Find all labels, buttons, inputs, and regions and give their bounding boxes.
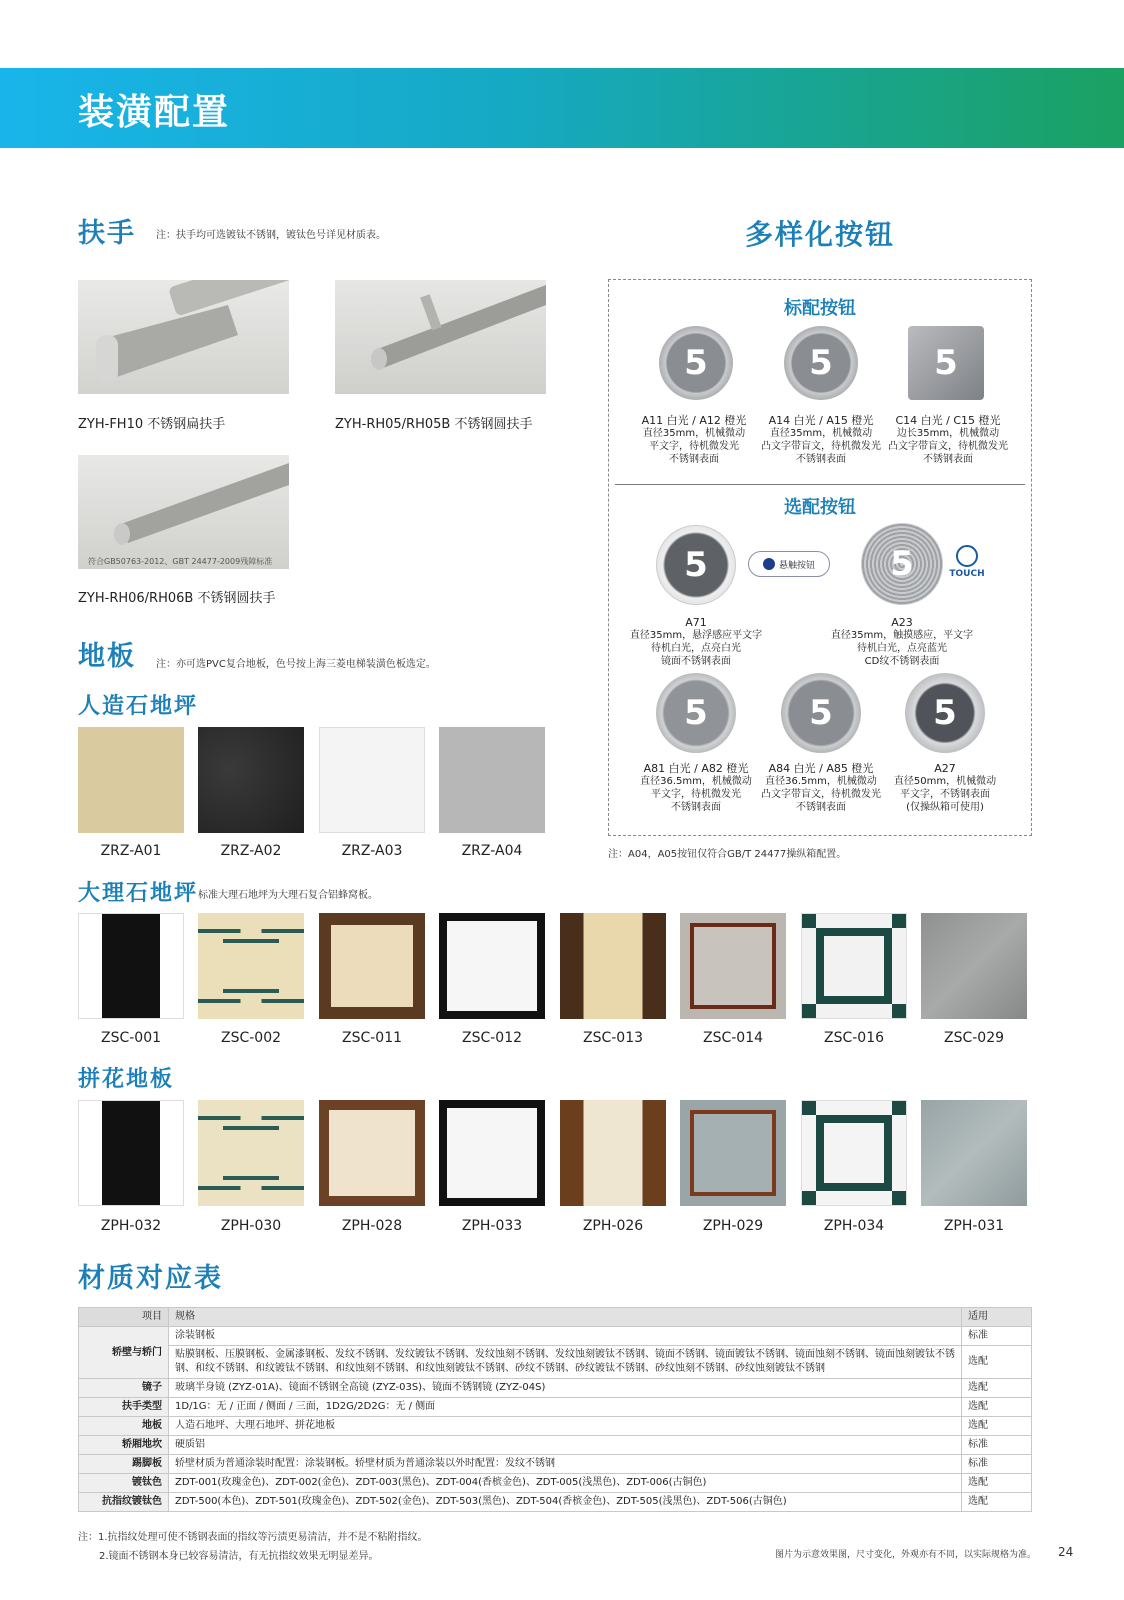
inlay-tile-zph-033 [439, 1100, 545, 1206]
marble-tile-zsc-014 [680, 913, 786, 1019]
marble-tile-zsc-012 [439, 913, 545, 1019]
row-apply: 选配 [962, 1398, 1032, 1417]
button-a23: 5 [861, 523, 943, 605]
floor-tile-zrz-a01 [78, 727, 184, 833]
page-number: 24 [1058, 1545, 1074, 1559]
handrail-label-fh10: ZYH-FH10 不锈钢扁扶手 [78, 417, 226, 432]
column-header: 项目 [79, 1308, 169, 1327]
inlay-tile-zph-032 [78, 1100, 184, 1206]
tile-code: ZPH-030 [220, 1218, 282, 1234]
handrail-label-rh06: ZYH-RH06/RH06B 不锈钢圆扶手 [78, 591, 276, 606]
marble-tile-zsc-001 [78, 913, 184, 1019]
material-table [78, 1307, 1032, 1512]
table-row [79, 1455, 1032, 1474]
button-a11: 5 [659, 326, 733, 400]
row-apply: 选配 [962, 1346, 1032, 1379]
button-a81: 5 [656, 673, 736, 753]
row-spec: 硬质铝 [169, 1436, 962, 1455]
buttons-note: 注：A04，A05按钮仅符合GB/T 24477操纵箱配置。 [608, 849, 847, 860]
button-caption: C14 白光 / C15 橙光 边长35mm，机械微动 凸文字带盲文，待机微发光 不锈钢表面 [888, 414, 1008, 465]
handrail-image-rh06 [78, 455, 289, 569]
row-item: 镜子 [79, 1379, 169, 1398]
floor-tile-zrz-a03 [319, 727, 425, 833]
floor-tile-zrz-a04 [439, 727, 545, 833]
button-caption: A81 白光 / A82 橙光 直径36.5mm，机械微动 平文字，待机微发光 不锈钢表面 [640, 762, 752, 813]
round-handrail-picture [335, 280, 546, 394]
row-item: 轿壁与轿门 [79, 1327, 169, 1379]
inlay-tile-zph-028 [319, 1100, 425, 1206]
marble-tile-zsc-011 [319, 913, 425, 1019]
marble-tile-zsc-002 [198, 913, 304, 1019]
floor-note: 注：亦可选PVC复合地板，色号按上海三菱电梯装潢色板选定。 [156, 659, 436, 670]
inlay-tile-zph-034 [801, 1100, 907, 1206]
footer-note-1: 注：1.抗指纹处理可使不锈钢表面的指纹等污渍更易清洁，并不是不粘附指纹。 [78, 1532, 428, 1543]
tile-code: ZSC-029 [943, 1030, 1005, 1046]
tile-code: ZRZ-A01 [100, 843, 162, 859]
tile-code: ZPH-028 [341, 1218, 403, 1234]
floor-tile-zrz-a02 [198, 727, 304, 833]
row-apply: 选配 [962, 1493, 1032, 1512]
handrail-note: 注：扶手均可选镀钛不锈钢，镀钛色号详见材质表。 [156, 230, 386, 241]
row-spec: ZDT-001(玫瑰金色)、ZDT-002(金色)、ZDT-003(黑色)、ZDT-004(香槟金色)、ZDT-005(浅黑色)、ZDT-006(古铜色) [169, 1474, 962, 1493]
inlay-title: 拼花地板 [78, 1067, 175, 1092]
button-caption: A23 直径35mm，触摸感应，平文字 待机白光，点亮蓝光 CD纹不锈钢表面 [830, 616, 974, 667]
table-row [79, 1346, 1032, 1379]
handrail-image-fh10 [78, 280, 289, 394]
row-item: 踢脚板 [79, 1455, 169, 1474]
tile-code: ZSC-001 [100, 1030, 162, 1046]
row-apply: 选配 [962, 1474, 1032, 1493]
panel-divider [615, 484, 1025, 485]
row-spec: ZDT-500(本色)、ZDT-501(玫瑰金色)、ZDT-502(金色)、ZDT-503(黑色)、ZDT-504(香槟金色)、ZDT-505(浅黑色)、ZDT-506(古铜色) [169, 1493, 962, 1512]
buttons-title: 多样化按钮 [745, 218, 896, 251]
row-item: 地板 [79, 1417, 169, 1436]
table-header-row [79, 1308, 1032, 1327]
tile-code: ZPH-033 [461, 1218, 523, 1234]
row-spec: 玻璃半身镜 (ZYZ-01A)、镜面不锈钢全高镜 (ZYZ-03S)、镜面不锈钢镜 (ZYZ-04S) [169, 1379, 962, 1398]
table-row [79, 1474, 1032, 1493]
flat-handrail-picture [78, 280, 289, 394]
table-row [79, 1493, 1032, 1512]
row-item: 轿厢地坎 [79, 1436, 169, 1455]
row-item: 抗指纹镀钛色 [79, 1493, 169, 1512]
button-caption: A14 白光 / A15 橙光 直径35mm，机械微动 凸文字带盲文，待机微发光 不锈钢表面 [761, 414, 881, 465]
header-banner [0, 68, 1124, 148]
tile-code: ZSC-012 [461, 1030, 523, 1046]
row-item: 扶手类型 [79, 1398, 169, 1417]
row-apply: 标准 [962, 1436, 1032, 1455]
row-apply: 选配 [962, 1417, 1032, 1436]
tile-code: ZPH-034 [823, 1218, 885, 1234]
button-c14: 5 [908, 326, 984, 400]
row-item: 镀钛色 [79, 1474, 169, 1493]
tile-code: ZPH-032 [100, 1218, 162, 1234]
button-a14: 5 [784, 326, 858, 400]
marble-tile-zsc-016 [801, 913, 907, 1019]
tile-code: ZSC-002 [220, 1030, 282, 1046]
column-header: 规格 [169, 1308, 962, 1327]
button-caption: A27 直径50mm，机械微动 平文字，不锈钢表面 (仅操纵箱可使用) [893, 762, 997, 813]
optional-buttons-title: 选配按钮 [784, 497, 856, 518]
inlay-tile-zph-026 [560, 1100, 666, 1206]
row-spec: 涂装钢板 [169, 1327, 962, 1346]
floor-title: 地板 [78, 641, 136, 672]
page-title: 装潢配置 [78, 92, 231, 133]
tile-code: ZPH-026 [582, 1218, 644, 1234]
row-apply: 标准 [962, 1327, 1032, 1346]
button-a27: 5 [905, 673, 985, 753]
material-title: 材质对应表 [78, 1263, 223, 1294]
hover-touch-badge: 悬触按钮 [748, 551, 830, 577]
handrail-title: 扶手 [78, 218, 136, 249]
button-caption: A11 白光 / A12 橙光 直径35mm，机械微动 平文字，待机微发光 不锈钢表面 [641, 414, 747, 465]
hover-icon [763, 558, 775, 570]
table-row [79, 1327, 1032, 1346]
row-spec: 人造石地坪、大理石地坪、拼花地板 [169, 1417, 962, 1436]
table-row [79, 1398, 1032, 1417]
artificial-stone-title: 人造石地坪 [78, 694, 199, 719]
round-handrail-picture [78, 455, 289, 569]
inlay-tile-zph-029 [680, 1100, 786, 1206]
row-spec: 轿壁材质为普通涂装时配置：涂装钢板。轿壁材质为普通涂装以外时配置：发纹不锈钢 [169, 1455, 962, 1474]
marble-title: 大理石地坪 [78, 881, 199, 906]
button-caption: A71 直径35mm，悬浮感应平文字 待机白光，点亮白光 镜面不锈钢表面 [629, 616, 763, 667]
table-row [79, 1379, 1032, 1398]
touch-icon [956, 545, 978, 567]
tile-code: ZRZ-A02 [220, 843, 282, 859]
button-a71: 5 [656, 525, 736, 605]
tile-code: ZPH-029 [702, 1218, 764, 1234]
marble-tile-zsc-029 [921, 913, 1027, 1019]
footer-note-2: 2.镜面不锈钢本身已较容易清洁，有无抗指纹效果无明显差异。 [99, 1551, 379, 1562]
tile-code: ZSC-014 [702, 1030, 764, 1046]
tile-code: ZSC-016 [823, 1030, 885, 1046]
table-row [79, 1436, 1032, 1455]
tile-code: ZSC-011 [341, 1030, 403, 1046]
row-apply: 选配 [962, 1379, 1032, 1398]
handrail-standard-stamp: 符合GB50763-2012、GBT 24477-2009残障标准 [88, 557, 273, 566]
row-spec: 贴膜钢板、压膜钢板、金属漆钢板、发纹不锈钢、发纹镀钛不锈钢、发纹蚀刻不锈钢、发纹蚀刻镀钛不锈钢、镜面不锈钢、镜面镀钛不锈钢、镜面蚀刻不锈钢、镜面蚀刻镀钛不锈钢、和纹不锈钢、和纹镀钛不锈钢、和纹蚀刻不锈钢、和纹蚀刻镀钛不锈钢、砂纹不锈钢、砂纹镀钛不锈钢、砂纹蚀刻不锈钢、砂纹蚀刻镀钛不锈钢 [169, 1346, 962, 1379]
table-row [79, 1417, 1032, 1436]
button-a84: 5 [781, 673, 861, 753]
handrail-label-rh05: ZYH-RH05/RH05B 不锈钢圆扶手 [335, 417, 533, 432]
row-apply: 标准 [962, 1455, 1032, 1474]
buttons-panel [608, 279, 1032, 836]
handrail-image-rh05 [335, 280, 546, 394]
column-header: 适用 [962, 1308, 1032, 1327]
inlay-tile-zph-030 [198, 1100, 304, 1206]
footer-disclaimer: 图片为示意效果图，尺寸变化，外观亦有不同，以实际规格为准。 [775, 1550, 1037, 1560]
standard-buttons-title: 标配按钮 [784, 298, 856, 319]
tile-code: ZSC-013 [582, 1030, 644, 1046]
row-spec: 1D/1G：无 / 正面 / 侧面 / 三面，1D2G/2D2G：无 / 侧面 [169, 1398, 962, 1417]
inlay-tile-zph-031 [921, 1100, 1027, 1206]
tile-code: ZRZ-A04 [461, 843, 523, 859]
touch-badge: TOUCH [949, 545, 985, 585]
tile-code: ZPH-031 [943, 1218, 1005, 1234]
button-caption: A84 白光 / A85 橙光 直径36.5mm，机械微动 凸文字带盲文，待机微发光 不锈钢表面 [761, 762, 881, 813]
marble-tile-zsc-013 [560, 913, 666, 1019]
tile-code: ZRZ-A03 [341, 843, 403, 859]
marble-note: 标准大理石地坪为大理石复合铝蜂窝板。 [198, 890, 378, 901]
